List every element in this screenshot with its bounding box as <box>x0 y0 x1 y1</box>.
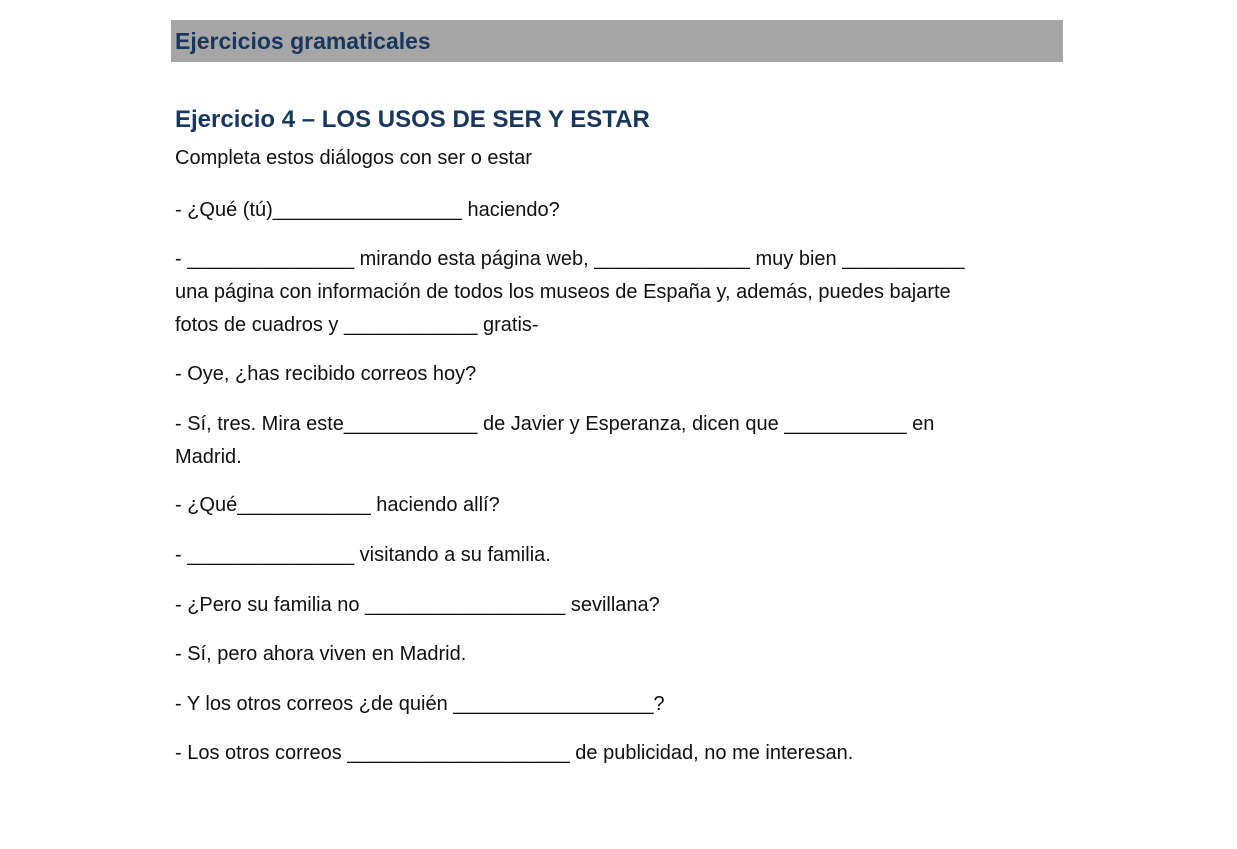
dialogue-line-4-cont: Madrid. <box>175 446 242 468</box>
dialogue-line-5: - ¿Qué____________ haciendo allí? <box>175 494 500 516</box>
dialogue-line-6: - _______________ visitando a su familia. <box>175 544 551 566</box>
dialogue-line-1: - ¿Qué (tú)_________________ haciendo? <box>175 199 560 221</box>
dialogue-line-4: - Sí, tres. Mira este____________ de Javier y Esperanza, dicen que ___________ en <box>175 413 935 435</box>
exercise-title: Ejercicio 4 – LOS USOS DE SER Y ESTAR <box>175 106 650 133</box>
section-title: Ejercicios gramaticales <box>175 27 431 54</box>
dialogue-line-2-cont-b: fotos de cuadros y ____________ gratis- <box>175 314 539 336</box>
dialogue-line-2: - _______________ mirando esta página web, ______________ muy bien ___________ <box>175 248 965 270</box>
exercise-instruction: Completa estos diálogos con ser o estar <box>175 147 532 169</box>
dialogue-line-8: - Sí, pero ahora viven en Madrid. <box>175 643 467 665</box>
dialogue-line-10: - Los otros correos ____________________ de publicidad, no me interesan. <box>175 742 854 764</box>
dialogue-line-7: - ¿Pero su familia no __________________ sevillana? <box>175 594 660 616</box>
section-header-bar <box>171 20 1063 62</box>
dialogue-line-3: - Oye, ¿has recibido correos hoy? <box>175 363 477 385</box>
dialogue-line-2-cont-a: una página con información de todos los museos de España y, además, puedes bajarte <box>175 281 951 303</box>
dialogue-line-9: - Y los otros correos ¿de quién __________________? <box>175 693 665 715</box>
